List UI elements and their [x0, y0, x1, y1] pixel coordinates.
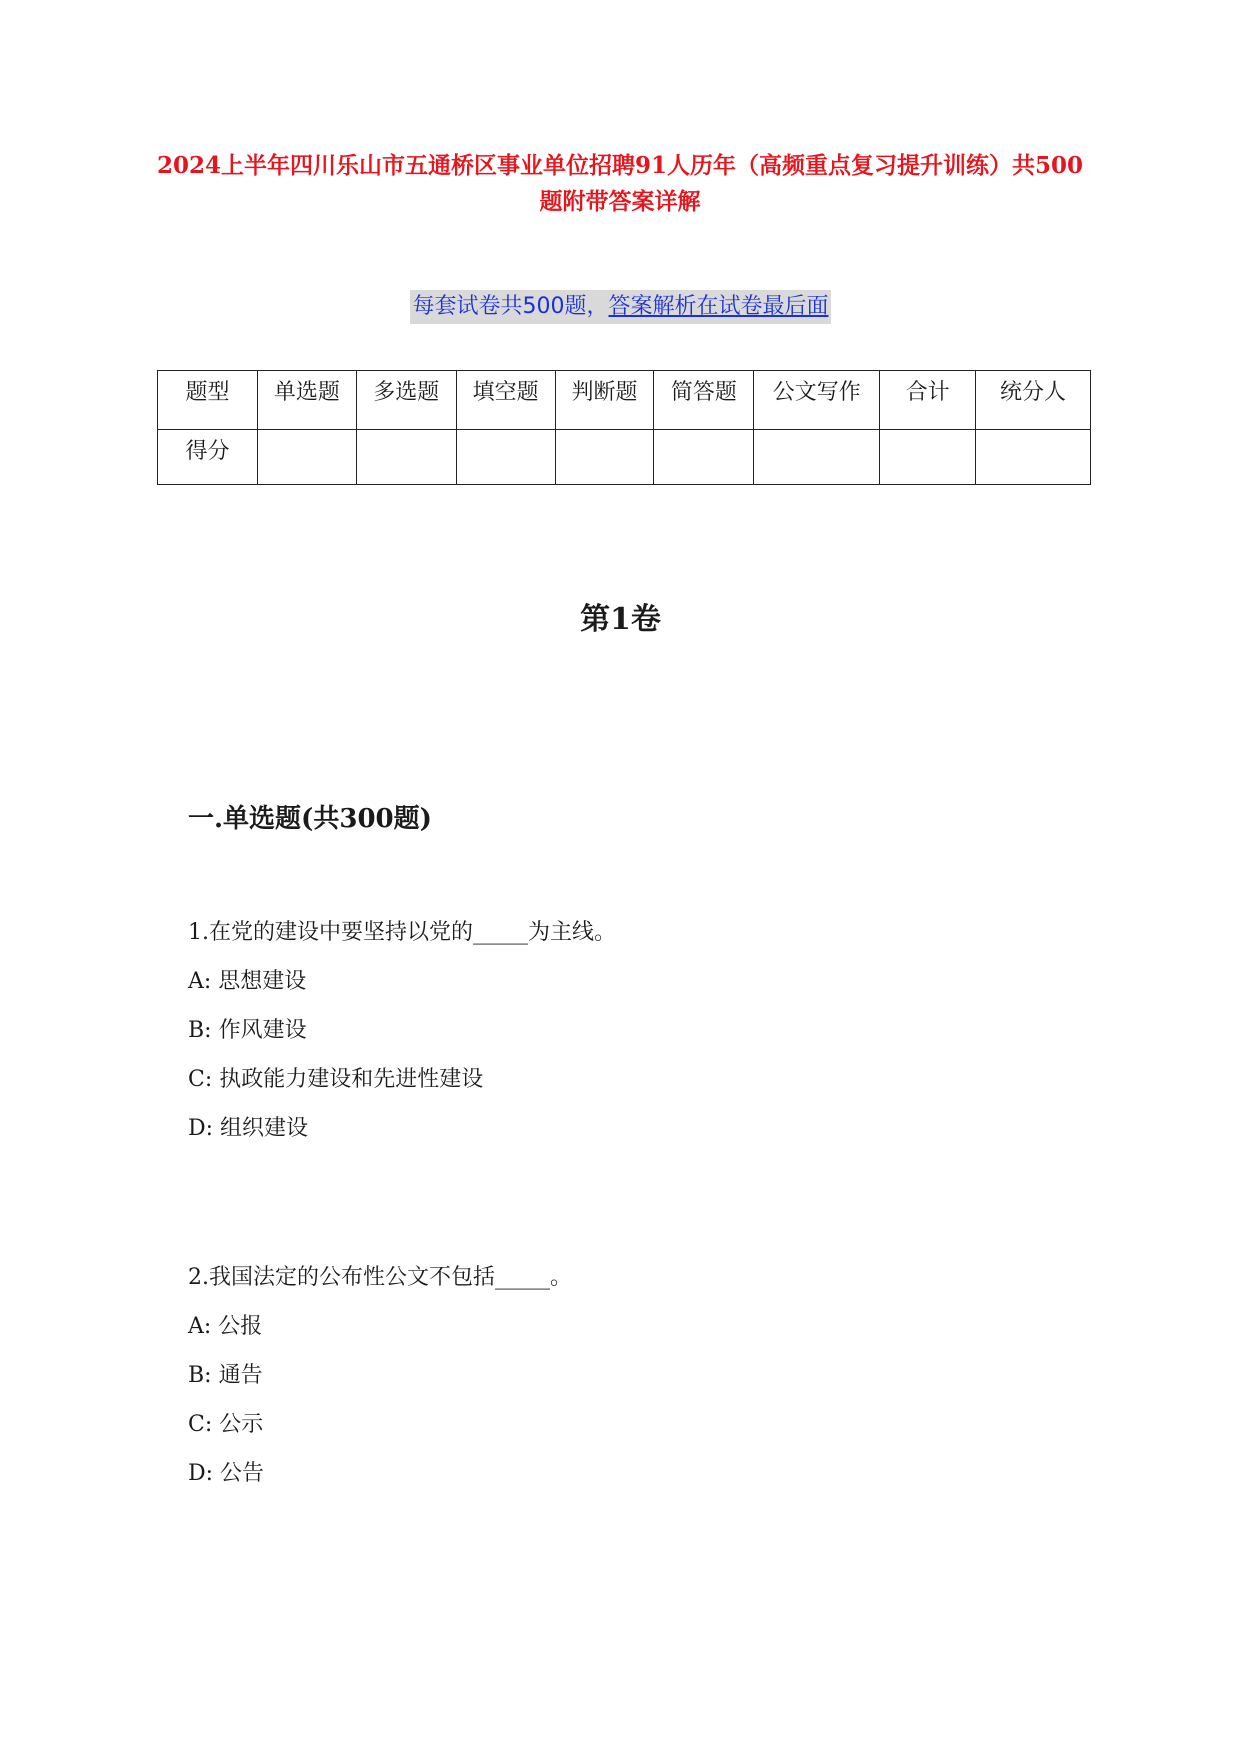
row-label: 得分	[158, 430, 258, 485]
option-d: D: 公告	[188, 1461, 265, 1486]
question-2	[188, 1263, 572, 1489]
score-cell[interactable]	[976, 430, 1091, 485]
header-cell: 合计	[880, 371, 976, 430]
volume-title: 第1卷	[580, 602, 661, 637]
header-cell: 统分人	[976, 371, 1091, 430]
score-cell[interactable]	[555, 430, 654, 485]
notice-text: 每套试卷共500题，	[412, 294, 609, 319]
header-cell: 简答题	[654, 371, 754, 430]
option-d: D: 组织建设	[188, 1116, 309, 1141]
score-cell[interactable]	[654, 430, 754, 485]
score-table	[157, 370, 1091, 485]
header-cell: 多选题	[356, 371, 456, 430]
score-cell[interactable]	[356, 430, 456, 485]
option-b: B: 作风建设	[188, 1018, 307, 1043]
question-stem: 1.在党的建设中要坚持以党的_____为主线。	[188, 920, 616, 945]
header-cell: 判断题	[555, 371, 654, 430]
header-cell: 公文写作	[754, 371, 880, 430]
score-cell[interactable]	[754, 430, 880, 485]
document-title: 2024上半年四川乐山市五通桥区事业单位招聘91人历年（高频重点复习提升训练）共500题附带答案详解	[156, 152, 1084, 215]
option-c: C: 执政能力建设和先进性建设	[188, 1067, 484, 1092]
option-a: A: 思想建设	[188, 969, 307, 994]
option-a: A: 公报	[188, 1314, 263, 1339]
question-1	[188, 918, 616, 1144]
question-stem: 2.我国法定的公布性公文不包括_____。	[188, 1265, 572, 1290]
score-table-score-row	[158, 430, 1091, 485]
answer-location-link[interactable]: 答案解析在试卷最后面	[608, 294, 829, 319]
score-table-header-row	[158, 371, 1091, 430]
option-c: C: 公示	[188, 1412, 264, 1437]
notice-banner	[410, 290, 830, 324]
score-cell[interactable]	[880, 430, 976, 485]
section-title: 一.单选题(共300题)	[188, 804, 432, 834]
score-cell[interactable]	[456, 430, 555, 485]
header-cell: 题型	[158, 371, 258, 430]
score-cell[interactable]	[257, 430, 356, 485]
header-cell: 单选题	[257, 371, 356, 430]
header-cell: 填空题	[456, 371, 555, 430]
notice	[0, 290, 1241, 324]
option-b: B: 通告	[188, 1363, 263, 1388]
